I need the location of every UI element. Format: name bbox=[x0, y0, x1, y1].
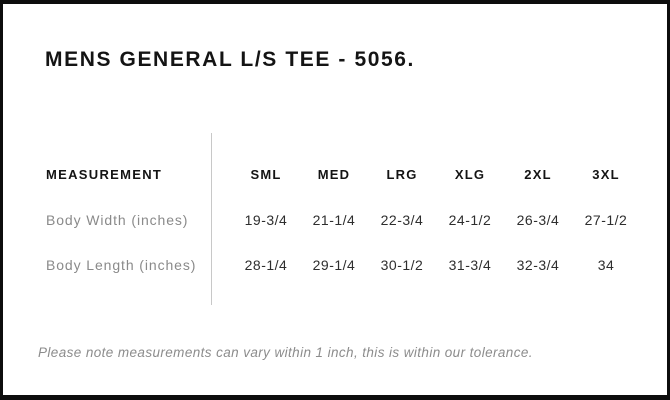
tolerance-note: Please note measurements can vary within 1 inch, this is within our tolerance. bbox=[38, 345, 533, 360]
size-header-sml: SML bbox=[250, 167, 282, 182]
body-width-values bbox=[232, 210, 640, 230]
body-width-xlg: 24-1/2 bbox=[448, 212, 492, 228]
body-length-3xl: 34 bbox=[597, 257, 615, 273]
size-header-med: MED bbox=[317, 167, 351, 182]
size-header-xlg: XLG bbox=[454, 167, 486, 182]
page-title: MENS GENERAL L/S TEE - 5056. bbox=[45, 48, 415, 71]
table-row bbox=[3, 210, 667, 230]
size-header-2xl: 2XL bbox=[524, 167, 552, 182]
size-header-lrg: LRG bbox=[386, 167, 418, 182]
body-width-lrg: 22-3/4 bbox=[380, 212, 424, 228]
size-header-3xl: 3XL bbox=[592, 167, 620, 182]
body-length-values bbox=[232, 255, 640, 275]
body-width-med: 21-1/4 bbox=[312, 212, 356, 228]
body-length-row-label: Body Length (inches) bbox=[46, 257, 197, 273]
body-length-xlg: 31-3/4 bbox=[448, 257, 492, 273]
size-column-headers bbox=[232, 165, 640, 185]
body-width-sml: 19-3/4 bbox=[244, 212, 288, 228]
body-width-3xl: 27-1/2 bbox=[584, 212, 628, 228]
table-row bbox=[3, 255, 667, 275]
body-length-lrg: 30-1/2 bbox=[380, 257, 424, 273]
body-length-sml: 28-1/4 bbox=[244, 257, 288, 273]
body-length-med: 29-1/4 bbox=[312, 257, 356, 273]
body-width-row-label: Body Width (inches) bbox=[46, 212, 189, 228]
body-length-2xl: 32-3/4 bbox=[516, 257, 560, 273]
measurement-column-header: MEASUREMENT bbox=[46, 167, 163, 182]
body-width-2xl: 26-3/4 bbox=[516, 212, 560, 228]
table-header-row bbox=[3, 165, 667, 185]
